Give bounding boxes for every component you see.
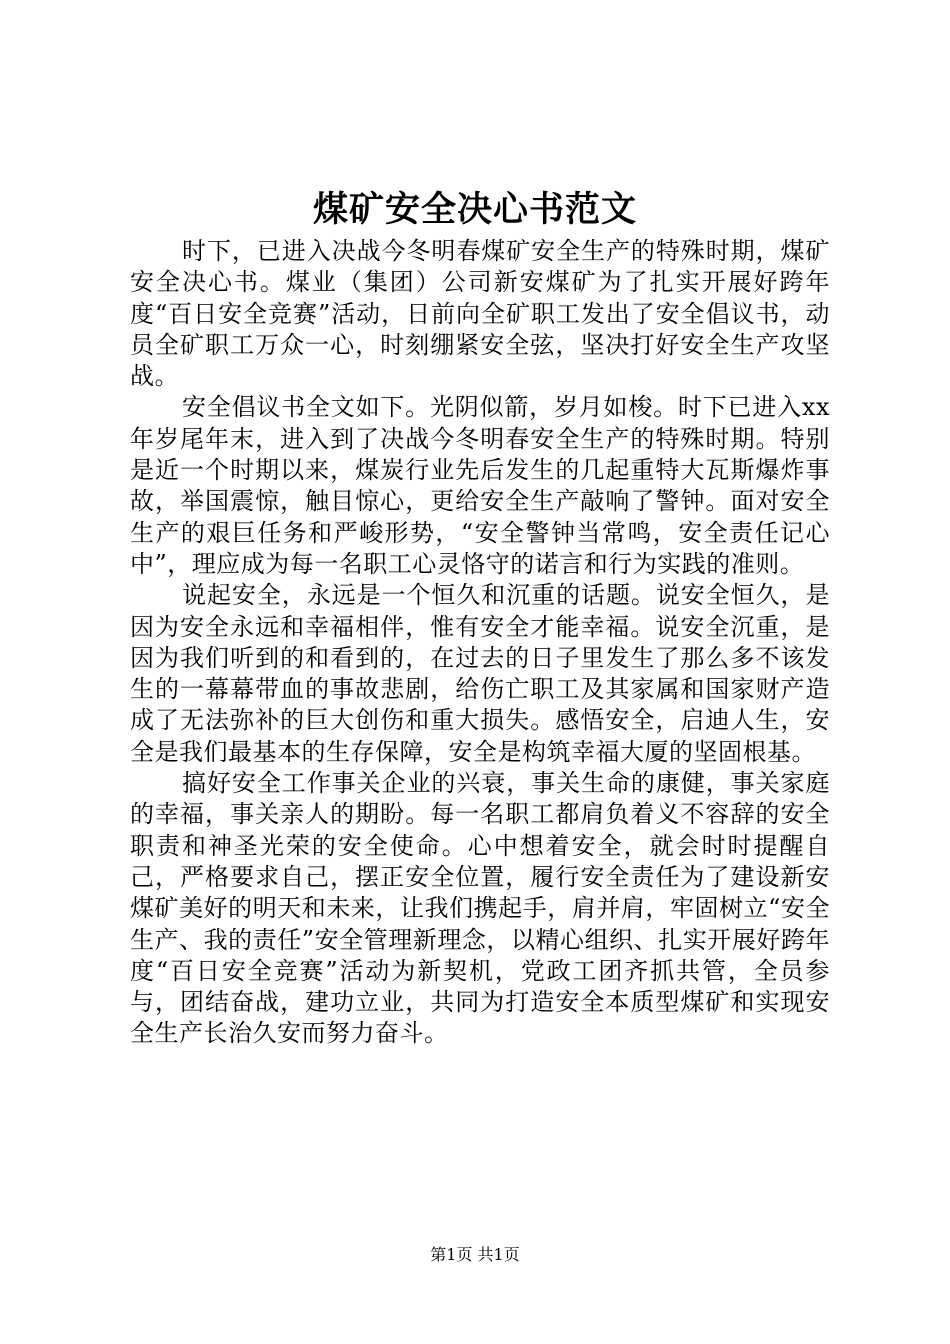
document-title: 煤矿安全决心书范文 [312,189,637,230]
paragraph-1: 时下，已进入决战今冬明春煤矿安全生产的特殊时期，煤矿安全决心书。煤业（集团）公司新安煤矿为了扎实开展好跨年度“百日安全竞赛”活动，日前向全矿职工发出了安全倡议书，动员全矿职工万众一心，时刻绷紧安全弦，坚决打好安全生产攻坚战。 [130,237,830,391]
paragraph-4: 搞好安全工作事关企业的兴衰，事关生命的康健，事关家庭的幸福，事关亲人的期盼。每一名职工都肩负着义不容辞的安全职责和神圣光荣的安全使命。心中想着安全，就会时时提醒自己，严格要求自己，摆正安全位置，履行安全责任为了建设新安煤矿美好的明天和未来，让我们携起手，肩并肩，牢固树立“安全生产、我的责任”安全管理新理念，以精心组织、扎实开展好跨年度“百日安全竞赛”活动为新契机，党政工团齐抓共管，全员参与，团结奋战，建功立业，共同为打造安全本质型煤矿和实现安全生产长治久安而努力奋斗。 [130,769,830,1048]
document-body [130,236,830,1050]
paragraph-2: 安全倡议书全文如下。光阴似箭，岁月如梭。时下已进入xx年岁尾年末，进入到了决战今冬明春安全生产的特殊时期。特别是近一个时期以来，煤炭行业先后发生的几起重特大瓦斯爆炸事故，举国震惊，触目惊心，更给安全生产敲响了警钟。面对安全生产的艰巨任务和严峻形势，“安全警钟当常鸣，安全责任记心中”，理应成为每一名职工心灵恪守的诺言和行为实践的准则。 [130,393,830,578]
page-footer: 第1页 共1页 [430,1245,520,1264]
paragraph-3: 说起安全，永远是一个恒久和沉重的话题。说安全恒久，是因为安全永远和幸福相伴，惟有安全才能幸福。说安全沉重，是因为我们听到的和看到的，在过去的日子里发生了那么多不该发生的一幕幕带血的事故悲剧，给伤亡职工及其家属和国家财产造成了无法弥补的巨大创伤和重大损失。感悟安全，启迪人生，安全是我们最基本的生存保障，安全是构筑幸福大厦的坚固根基。 [130,581,830,766]
